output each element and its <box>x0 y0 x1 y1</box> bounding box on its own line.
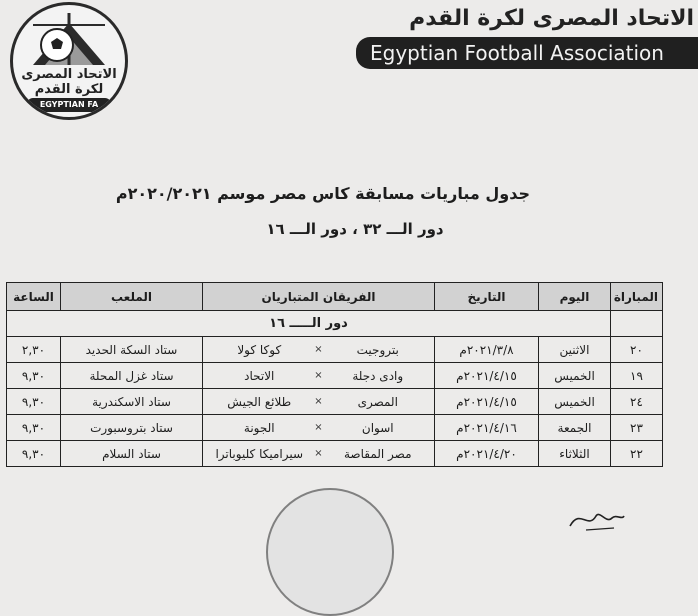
round-label: دور الـــــ ١٦ <box>7 311 611 337</box>
cell-day: الاثنين <box>539 337 611 363</box>
logo-english-text: EGYPTIAN FA <box>27 98 111 112</box>
official-stamp-icon <box>266 488 394 616</box>
header-date: التاريخ <box>435 283 539 311</box>
versus-symbol: × <box>314 370 323 381</box>
cell-match-no: ١٩ <box>611 363 663 389</box>
cell-stadium: ستاد الاسكندرية <box>61 389 203 415</box>
org-name-english: Egyptian Football Association <box>356 37 698 69</box>
team-a: اسوان <box>361 420 394 435</box>
team-a: بتروجيت <box>356 342 399 357</box>
header-time: الساعة <box>7 283 61 311</box>
cell-teams <box>203 389 435 415</box>
cell-match-no: ٢٠ <box>611 337 663 363</box>
team-b: طلائع الجيش <box>227 394 292 409</box>
cell-stadium: ستاد بتروسبورت <box>61 415 203 441</box>
header-stadium: الملعب <box>61 283 203 311</box>
cell-time: ٩,٣٠ <box>7 415 61 441</box>
cell-match-no: ٢٣ <box>611 415 663 441</box>
cell-date: ٢٠٢١/٤/١٥م <box>435 363 539 389</box>
cell-teams <box>203 363 435 389</box>
team-a: وادى دجلة <box>352 368 404 383</box>
cell-day: الثلاثاء <box>539 441 611 467</box>
cell-date: ٢٠٢١/٤/١٦م <box>435 415 539 441</box>
round-spacer <box>611 311 663 337</box>
cell-time: ٢,٣٠ <box>7 337 61 363</box>
cell-time: ٩,٣٠ <box>7 441 61 467</box>
versus-symbol: × <box>314 448 323 459</box>
cell-day: الجمعة <box>539 415 611 441</box>
cell-teams <box>203 415 435 441</box>
table-row <box>7 441 663 467</box>
round-row <box>7 311 663 337</box>
versus-symbol: × <box>314 396 323 407</box>
cell-date: ٢٠٢١/٣/٨م <box>435 337 539 363</box>
schedule-table <box>6 282 663 467</box>
team-b: الاتحاد <box>244 368 275 383</box>
document-title: جدول مباريات مسابقة كاس مصر موسم ٢٠٢٠/٢٠٢١م <box>115 184 530 203</box>
cell-date: ٢٠٢١/٤/١٥م <box>435 389 539 415</box>
team-b: كوكا كولا <box>237 342 282 357</box>
document-subtitle: دور الـــ ٣٢ ، دور الـــ ١٦ <box>266 220 444 238</box>
team-b: الجونة <box>243 420 275 435</box>
org-name-arabic: الاتحاد المصرى لكرة القدم <box>409 6 694 31</box>
signature-icon <box>566 504 626 534</box>
team-a: المصرى <box>357 394 398 409</box>
cell-match-no: ٢٢ <box>611 441 663 467</box>
cell-date: ٢٠٢١/٤/٢٠م <box>435 441 539 467</box>
cell-stadium: ستاد السلام <box>61 441 203 467</box>
team-a: مصر المقاصة <box>343 446 412 461</box>
table-row <box>7 415 663 441</box>
table-row <box>7 363 663 389</box>
cell-stadium: ستاد السكة الحديد <box>61 337 203 363</box>
table-header-row <box>7 283 663 311</box>
cell-teams <box>203 337 435 363</box>
header-teams: الفريقان المتباريان <box>203 283 435 311</box>
table-row <box>7 389 663 415</box>
cell-teams <box>203 441 435 467</box>
versus-symbol: × <box>314 422 323 433</box>
cell-day: الخميس <box>539 389 611 415</box>
team-b: سيراميكا كليوباترا <box>215 446 304 461</box>
logo-arabic-text: الاتحاد المصرى لكرة القدم <box>21 67 117 97</box>
cell-day: الخميس <box>539 363 611 389</box>
cell-time: ٩,٣٠ <box>7 389 61 415</box>
cell-stadium: ستاد غزل المحلة <box>61 363 203 389</box>
header-day: اليوم <box>539 283 611 311</box>
efa-logo-icon <box>10 2 128 120</box>
header-match-no: المباراة <box>611 283 663 311</box>
cell-match-no: ٢٤ <box>611 389 663 415</box>
versus-symbol: × <box>314 344 323 355</box>
cell-time: ٩,٣٠ <box>7 363 61 389</box>
table-row <box>7 337 663 363</box>
